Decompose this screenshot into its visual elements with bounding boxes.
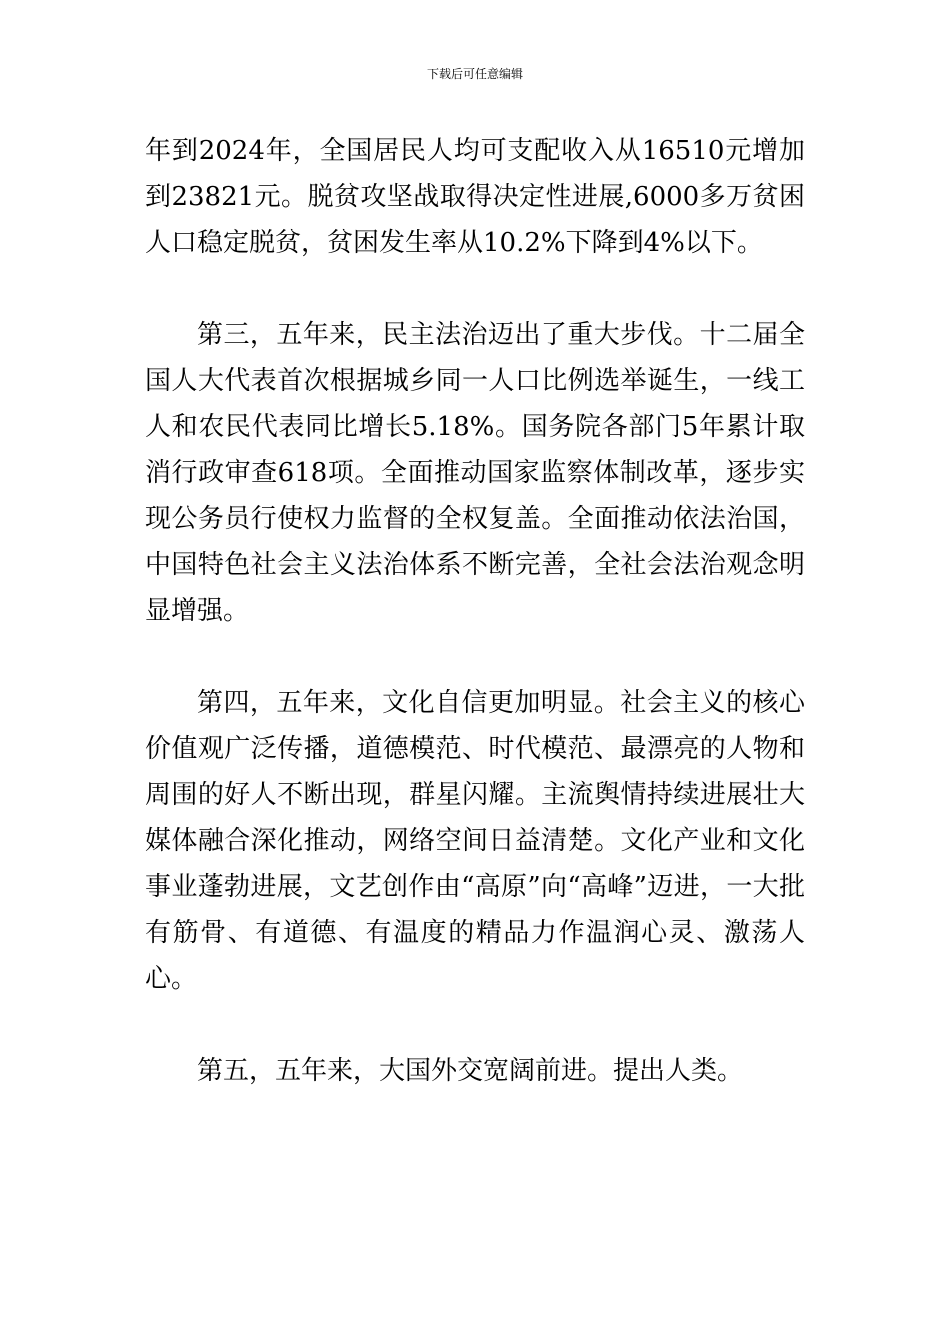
paragraph-diplomacy: 第五，五年来，大国外交宽阔前进。提出人类。 xyxy=(197,1056,744,1086)
paragraph-gap xyxy=(145,1002,805,1048)
document-body xyxy=(145,128,805,1094)
page-header-note: 下载后可任意编辑 xyxy=(426,67,523,81)
paragraph-gap xyxy=(145,634,805,680)
paragraph-cultural-confidence: 第四，五年来，文化自信更加明显。社会主义的核心价值观广泛传播，道德模范、时代模范、最漂亮的人物和周围的好人不断出现，群星闪耀。主流舆情持续进展壮大媒体融合深化推动，网络空间日益清楚。文化产业和文化事业蓬勃进展，文艺创作由“高原”向“高峰”迈进，一大批有筋骨、有道德、有温度的精品力作温润心灵、激荡人心。 xyxy=(145,688,805,994)
paragraph-gap xyxy=(145,266,805,312)
paragraph-democracy-rule-of-law: 第三，五年来，民主法治迈出了重大步伐。十二届全国人大代表首次根据城乡同一人口比例选举诞生，一线工人和农民代表同比增长5.18%。国务院各部门5年累计取消行政审查618项。全面推动国家监察体制改革，逐步实现公务员行使权力监督的全权复盖。全面推动依法治国，中国特色社会主义法治体系不断完善，全社会法治观念明显增强。 xyxy=(145,320,805,626)
paragraph-income-poverty: 年到2024年，全国居民人均可支配收入从16510元增加到23821元。脱贫攻坚战取得决定性进展,6000多万贫困人口稳定脱贫，贫困发生率从10.2%下降到4%以下。 xyxy=(145,136,805,258)
